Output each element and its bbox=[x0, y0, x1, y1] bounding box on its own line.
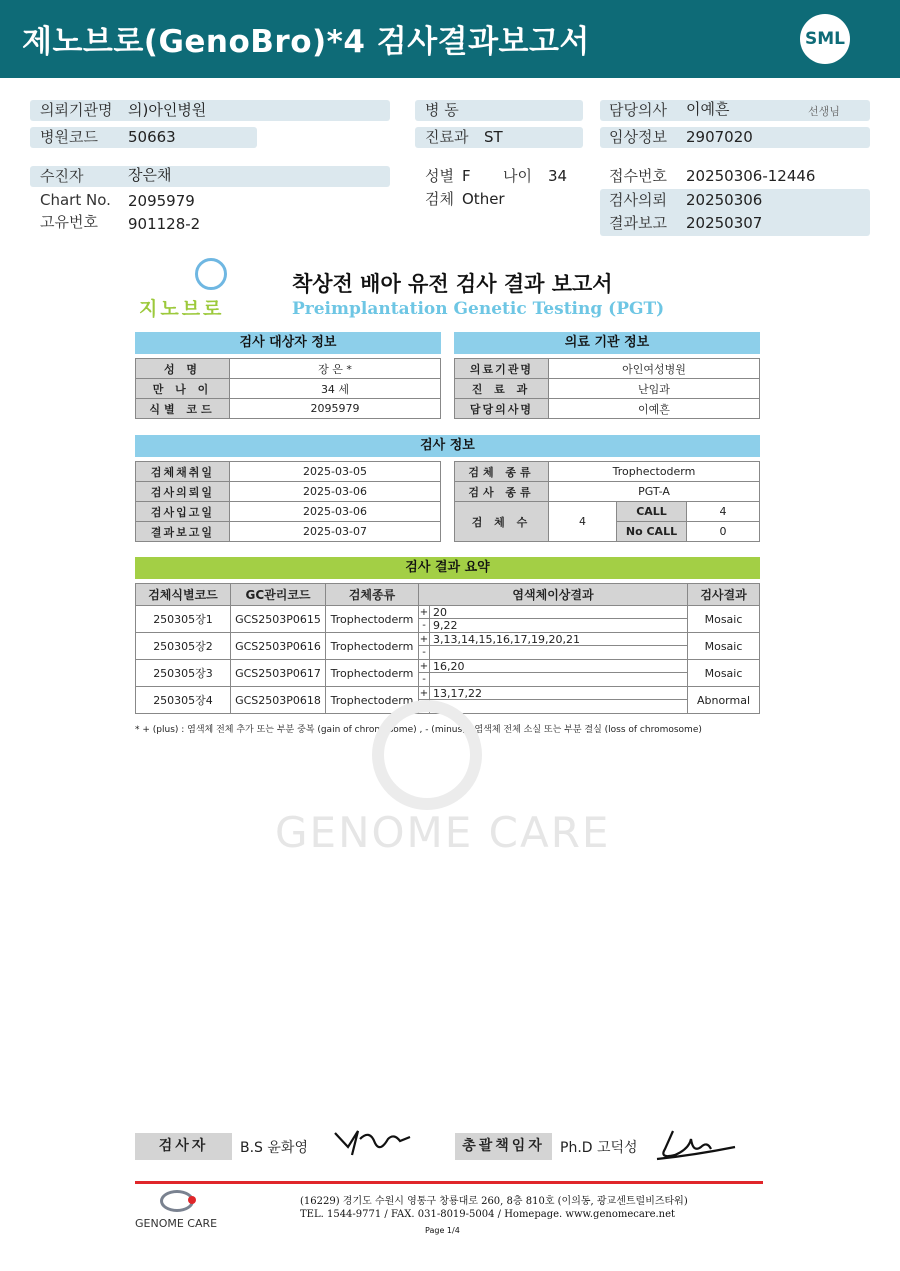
receipt-label: 접수번호 bbox=[609, 167, 667, 185]
ward-label: 병 동 bbox=[425, 101, 459, 119]
sample-id: 250305장3 bbox=[136, 660, 231, 687]
institution-info-value: 난임과 bbox=[549, 379, 760, 399]
table-header-row bbox=[136, 584, 760, 606]
subject-label: 식별 코드 bbox=[136, 399, 230, 419]
anomaly-cell bbox=[419, 660, 688, 687]
table-row bbox=[136, 522, 441, 542]
column-header: 검사결과 bbox=[688, 584, 760, 606]
plus-sign: + bbox=[419, 661, 429, 672]
call-value: 4 bbox=[687, 502, 760, 522]
plus-sign: + bbox=[419, 634, 429, 645]
report-value: 20250307 bbox=[686, 214, 763, 232]
specimen-type-label: 검체 종류 bbox=[455, 462, 549, 482]
minus-sign: - bbox=[419, 673, 430, 686]
result-value: Abnormal bbox=[688, 687, 760, 714]
institution-value: 의)아인병원 bbox=[128, 101, 207, 119]
gc-code: GCS2503P0616 bbox=[231, 633, 326, 660]
minus-value bbox=[430, 673, 433, 686]
gc-code: GCS2503P0617 bbox=[231, 660, 326, 687]
test-specimen-table bbox=[454, 461, 760, 542]
subject-label: 만 나 이 bbox=[136, 379, 230, 399]
table-row bbox=[136, 482, 441, 502]
clinical-label: 임상정보 bbox=[609, 128, 667, 146]
column-header: 검체종류 bbox=[326, 584, 419, 606]
subject-value: 2095979 bbox=[230, 399, 441, 419]
patient-value: 장은채 bbox=[128, 166, 172, 184]
table-row bbox=[136, 359, 441, 379]
watermark-text: GENOME CARE bbox=[275, 808, 611, 857]
test-date-value: 2025-03-07 bbox=[230, 522, 441, 542]
gc-code: GCS2503P0615 bbox=[231, 606, 326, 633]
hospital-code-value: 50663 bbox=[128, 128, 176, 146]
test-info-header: 검사 정보 bbox=[135, 435, 760, 457]
nocall-label: No CALL bbox=[617, 522, 687, 542]
table-row bbox=[455, 399, 760, 419]
chart-label: Chart No. bbox=[40, 191, 111, 209]
test-date-value: 2025-03-05 bbox=[230, 462, 441, 482]
sample-type: Trophectoderm bbox=[326, 606, 419, 633]
specimen-label: 검체 bbox=[425, 190, 454, 208]
sample-type: Trophectoderm bbox=[326, 633, 419, 660]
request-value: 20250306 bbox=[686, 191, 763, 209]
logo-dot-icon bbox=[188, 1196, 196, 1204]
page-number: Page 1/4 bbox=[425, 1226, 460, 1235]
tester-label: 검사자 bbox=[135, 1133, 232, 1160]
clinical-value: 2907020 bbox=[686, 128, 753, 146]
minus-sign: - bbox=[419, 619, 430, 632]
dept-label: 진료과 bbox=[425, 128, 469, 146]
director-label: 총괄책임자 bbox=[455, 1133, 552, 1160]
contact-line: TEL. 1544-9771 / FAX. 031-8019-5004 / Homepage. www.genomecare.net bbox=[300, 1209, 676, 1220]
institution-header: 의료 기관 정보 bbox=[454, 332, 760, 354]
table-row bbox=[455, 359, 760, 379]
plus-value: 3,13,14,15,16,17,19,20,21 bbox=[433, 633, 580, 646]
institution-info-label: 담당의사명 bbox=[455, 399, 549, 419]
plus-value: 16,20 bbox=[433, 660, 465, 673]
result-value: Mosaic bbox=[688, 606, 760, 633]
patient-pill bbox=[30, 166, 390, 187]
doctor-suffix: 선생님 bbox=[808, 105, 840, 118]
footer-logo bbox=[135, 1190, 225, 1232]
table-row bbox=[136, 606, 760, 633]
genobro-logo-text: 지노브로 bbox=[139, 298, 225, 320]
age-label: 나이 bbox=[503, 167, 532, 185]
tester-name: B.S 윤화영 bbox=[240, 1140, 308, 1156]
count-label: 검 체 수 bbox=[455, 502, 549, 542]
report-title: 착상전 배아 유전 검사 결과 보고서 bbox=[292, 272, 613, 296]
summary-header: 검사 결과 요약 bbox=[135, 557, 760, 579]
table-row bbox=[136, 462, 441, 482]
table-row bbox=[455, 462, 760, 482]
test-date-label: 검사입고일 bbox=[136, 502, 230, 522]
subject-header: 검사 대상자 정보 bbox=[135, 332, 441, 354]
subject-label: 성 명 bbox=[136, 359, 230, 379]
specimen-value: Other bbox=[462, 190, 505, 208]
plus-value: 13,17,22 bbox=[433, 687, 482, 700]
dept-value: ST bbox=[484, 128, 503, 146]
anomaly-cell bbox=[419, 606, 688, 633]
sex-label: 성별 bbox=[425, 167, 454, 185]
subject-table bbox=[135, 358, 441, 419]
table-row bbox=[455, 379, 760, 399]
sample-type: Trophectoderm bbox=[326, 660, 419, 687]
header-bar bbox=[0, 0, 900, 78]
test-date-label: 검사의뢰일 bbox=[136, 482, 230, 502]
institution-info-value: 아인여성병원 bbox=[549, 359, 760, 379]
sample-id: 250305장2 bbox=[136, 633, 231, 660]
specimen-type-value: Trophectoderm bbox=[549, 462, 760, 482]
footer-logo-text: GENOME CARE bbox=[135, 1217, 218, 1230]
director-signature-icon bbox=[655, 1125, 740, 1163]
page-title: 제노브로(GenoBro)*4 검사결과보고서 bbox=[22, 24, 590, 60]
result-value: Mosaic bbox=[688, 633, 760, 660]
institution-info-value: 이예흔 bbox=[549, 399, 760, 419]
test-type-label: 검사 종류 bbox=[455, 482, 549, 502]
column-header: 염색체이상결과 bbox=[419, 584, 688, 606]
test-type-value: PGT-A bbox=[549, 482, 760, 502]
uid-value: 901128-2 bbox=[128, 215, 201, 233]
count-value: 4 bbox=[549, 502, 617, 542]
table-row bbox=[455, 482, 760, 502]
sample-type: Trophectoderm bbox=[326, 687, 419, 714]
report-label: 결과보고 bbox=[609, 214, 667, 232]
minus-sign: - bbox=[419, 700, 430, 713]
summary-table bbox=[135, 583, 760, 714]
call-label: CALL bbox=[617, 502, 687, 522]
test-date-value: 2025-03-06 bbox=[230, 482, 441, 502]
minus-value: 9,22 bbox=[433, 619, 458, 632]
uid-label: 고유번호 bbox=[40, 213, 98, 231]
result-value: Mosaic bbox=[688, 660, 760, 687]
minus-value: X bbox=[433, 700, 441, 713]
age-value: 34 bbox=[548, 167, 568, 185]
plus-sign: + bbox=[419, 688, 429, 699]
table-row bbox=[136, 399, 441, 419]
doctor-label: 담당의사 bbox=[609, 101, 667, 119]
table-row bbox=[136, 502, 441, 522]
address-line: (16229) 경기도 수원시 영통구 창룡대로 260, 8층 810호 (이의동, 광교센트럴비즈타워) bbox=[300, 1196, 688, 1207]
report-subtitle: Preimplantation Genetic Testing (PGT) bbox=[292, 299, 665, 319]
institution-info-label: 진 료 과 bbox=[455, 379, 549, 399]
test-date-label: 검체채취일 bbox=[136, 462, 230, 482]
gc-code: GCS2503P0618 bbox=[231, 687, 326, 714]
doctor-value: 이예흔 bbox=[686, 100, 730, 118]
legend-note: * + (plus) : 염색체 전체 추가 또는 부분 중복 (gain of chromosome) , - (minus) : 염색체 전체 소실 또는 부분 결실 (loss of chromosome) bbox=[135, 725, 702, 735]
institution-label: 의뢰기관명 bbox=[40, 101, 113, 119]
nocall-value: 0 bbox=[687, 522, 760, 542]
director-name: Ph.D 고덕성 bbox=[560, 1140, 638, 1156]
request-label: 검사의뢰 bbox=[609, 191, 667, 209]
receipt-value: 20250306-12446 bbox=[686, 167, 816, 185]
column-header: GC관리코드 bbox=[231, 584, 326, 606]
test-dates-table bbox=[135, 461, 441, 542]
plus-sign: + bbox=[419, 607, 429, 618]
chart-value: 2095979 bbox=[128, 192, 195, 210]
table-row bbox=[136, 379, 441, 399]
test-date-value: 2025-03-06 bbox=[230, 502, 441, 522]
patient-label: 수진자 bbox=[40, 167, 84, 185]
hospital-code-label: 병원코드 bbox=[40, 128, 98, 146]
plus-value: 20 bbox=[433, 606, 447, 619]
dna-icon bbox=[195, 258, 227, 290]
institution-info-label: 의료기관명 bbox=[455, 359, 549, 379]
table-row bbox=[455, 502, 760, 522]
test-date-label: 결과보고일 bbox=[136, 522, 230, 542]
table-row bbox=[136, 633, 760, 660]
sml-logo: SML bbox=[800, 14, 850, 64]
tester-signature-icon bbox=[330, 1125, 415, 1160]
minus-value bbox=[430, 646, 433, 659]
sample-id: 250305장4 bbox=[136, 687, 231, 714]
footer-address bbox=[300, 1195, 688, 1221]
subject-value: 34 세 bbox=[230, 379, 441, 399]
genobro-logo bbox=[135, 258, 250, 320]
footer-divider bbox=[135, 1181, 763, 1184]
table-row bbox=[136, 660, 760, 687]
column-header: 검체식별코드 bbox=[136, 584, 231, 606]
institution-table bbox=[454, 358, 760, 419]
minus-sign: - bbox=[419, 646, 430, 659]
subject-value: 장 은 * bbox=[230, 359, 441, 379]
sample-id: 250305장1 bbox=[136, 606, 231, 633]
anomaly-cell bbox=[419, 633, 688, 660]
watermark-logo-icon bbox=[372, 700, 482, 810]
sex-value: F bbox=[462, 167, 471, 185]
